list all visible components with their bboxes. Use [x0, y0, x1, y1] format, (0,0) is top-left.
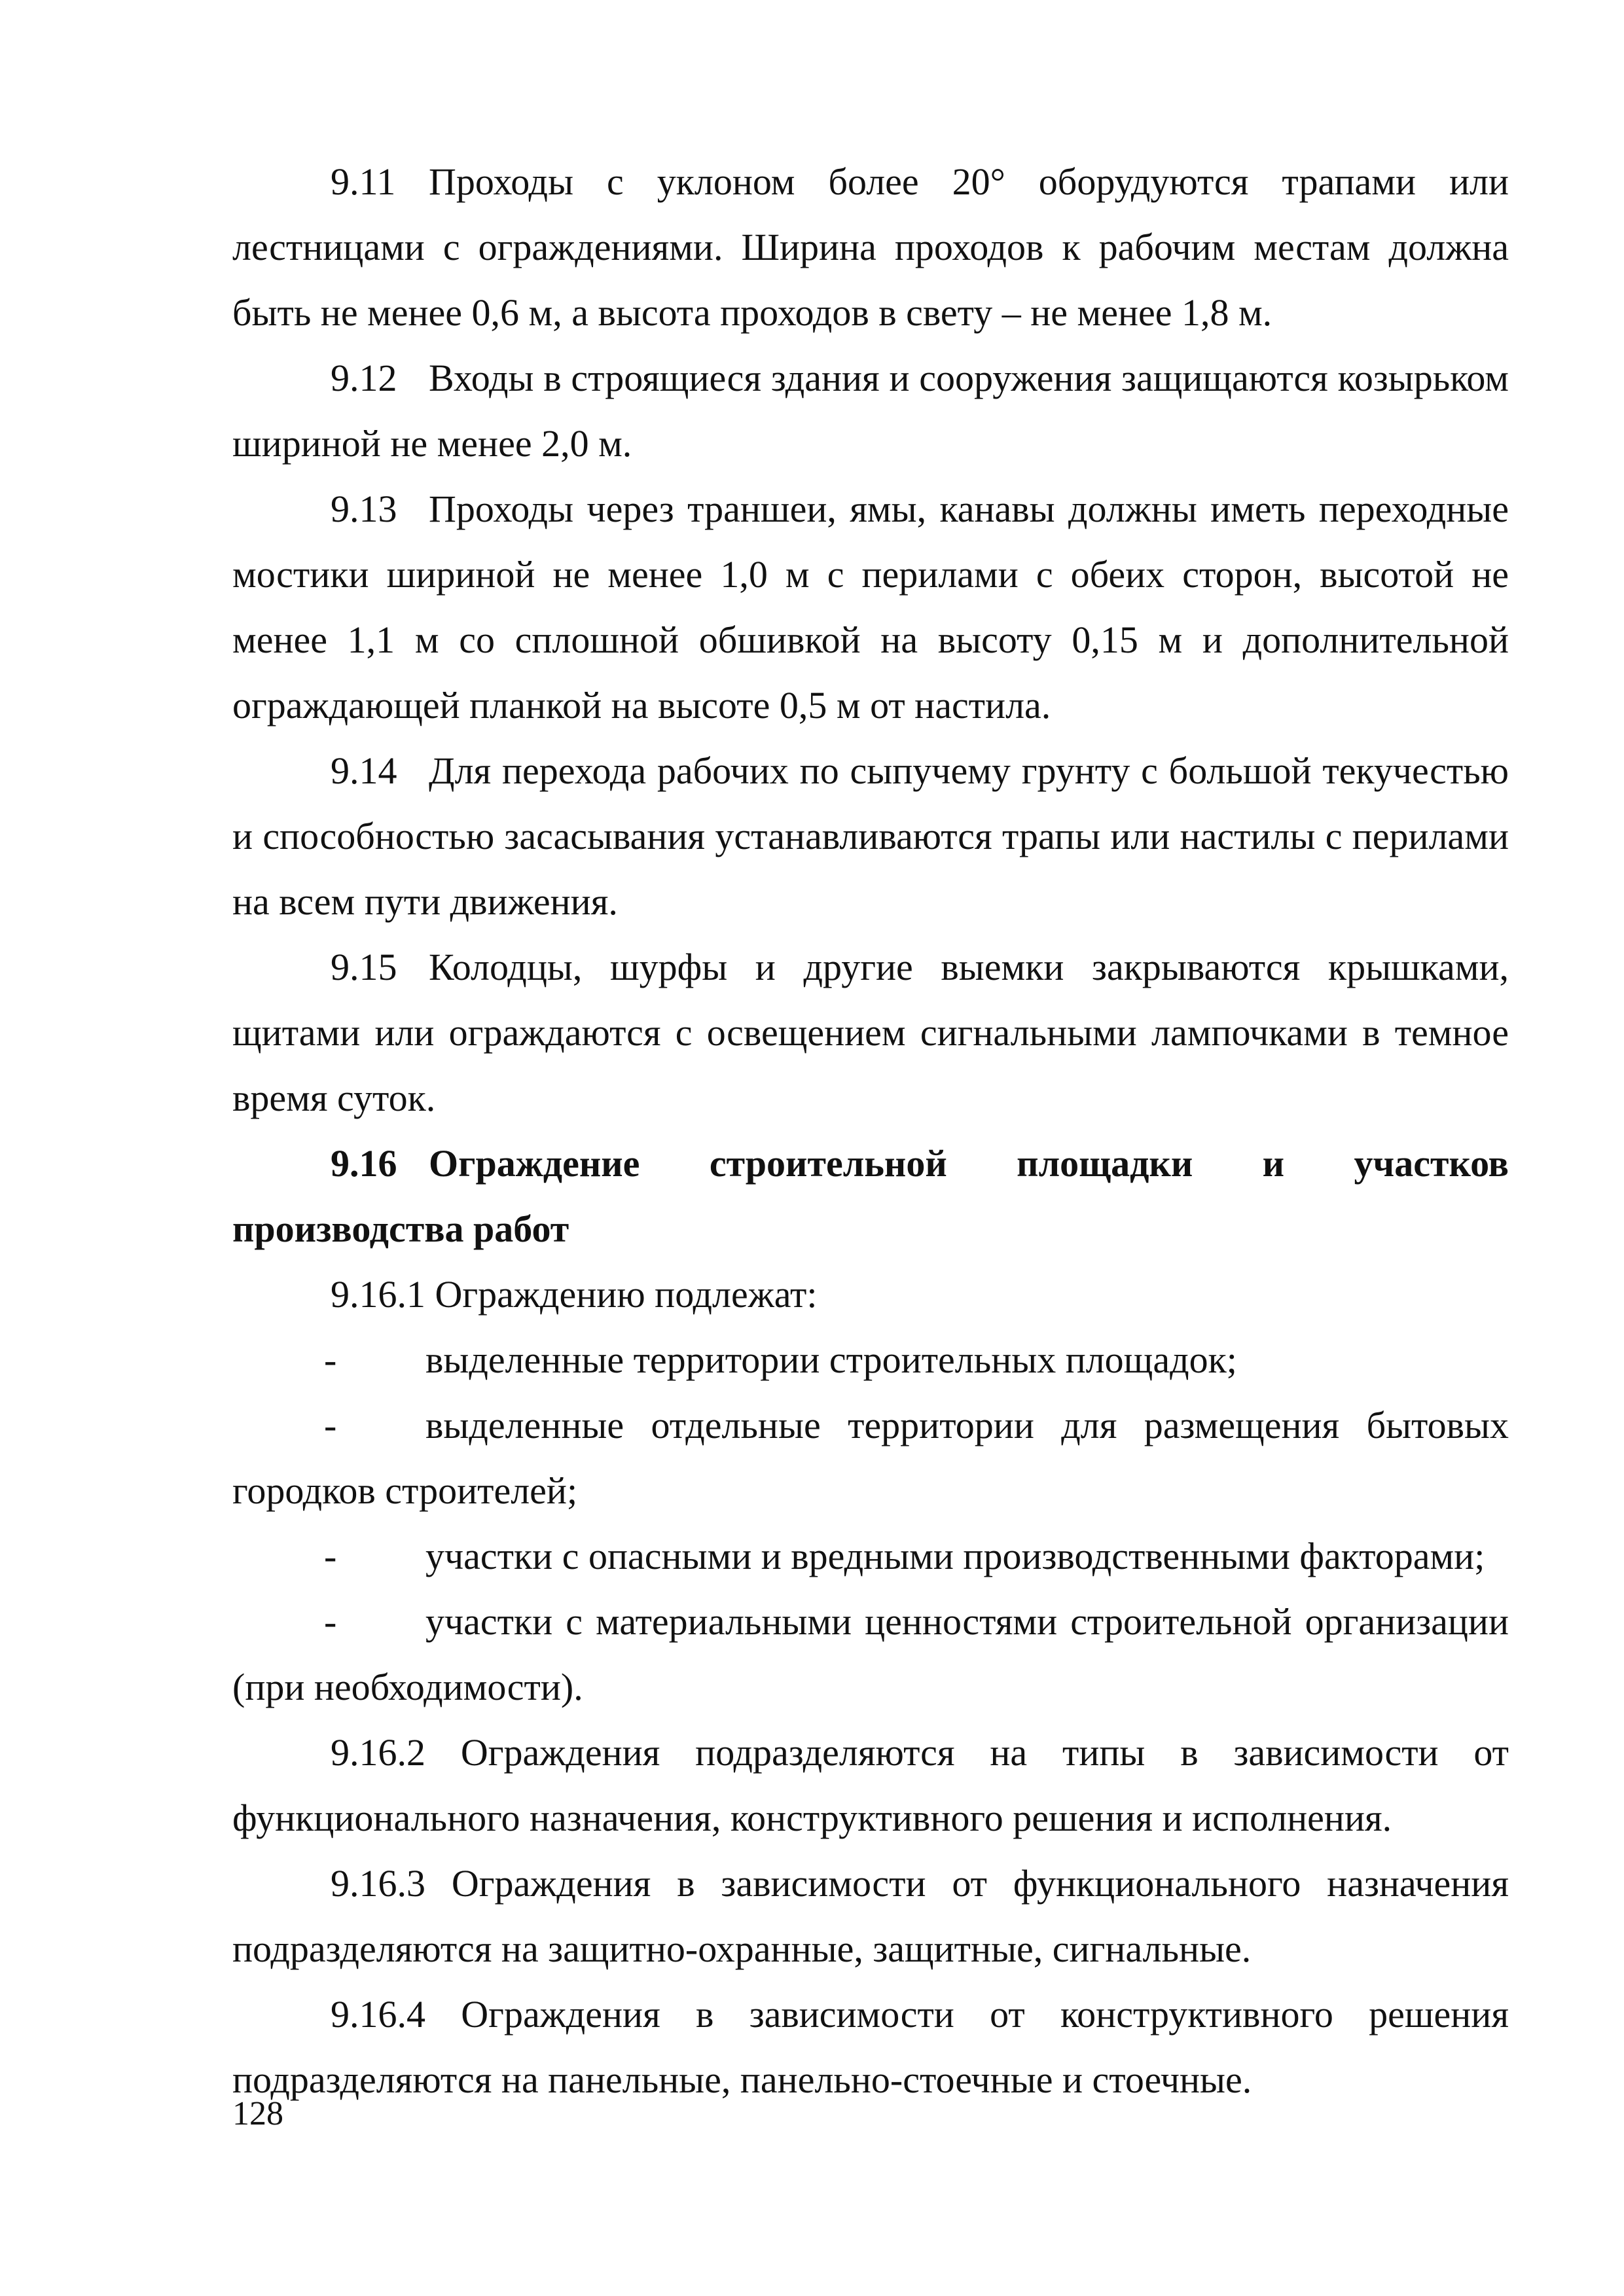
list-item — [232, 1589, 1509, 1720]
paragraph-9-13 — [232, 476, 1509, 738]
page-number: 128 — [232, 2095, 283, 2132]
paragraph-9-12 — [232, 346, 1509, 476]
list-dash: - — [324, 1338, 337, 1381]
list-item — [232, 1524, 1509, 1589]
list-dash: - — [324, 1404, 337, 1446]
list-item-text: выделенные территории строительных площадок; — [425, 1338, 1237, 1381]
clause-number: 9.14 — [331, 749, 397, 792]
document-body — [232, 149, 1509, 2113]
list-item — [232, 1393, 1509, 1524]
section-heading-9-16 — [232, 1131, 1509, 1262]
list-item — [232, 1327, 1509, 1393]
paragraph-9-14 — [232, 738, 1509, 935]
paragraph-9-16-1: 9.16.1 Ограждению подлежат: — [331, 1273, 818, 1316]
clause-text: Входы в строящиеся здания и сооружения защищаются козырьком шириной не менее 2,0 м. — [232, 357, 1509, 465]
list-item-text: участки с материальными ценностями строительной организации (при необходимости). — [232, 1600, 1509, 1708]
paragraph-9-16-4: 9.16.4 Ограждения в зависимости от конструктивного решения подразделяются на панельные, панельно-стоечные и стоечные. — [232, 1993, 1509, 2101]
clause-text: Колодцы, шурфы и другие выемки закрываются крышками, щитами или ограждаются с освещением сигнальными лампочками в темное время суток. — [232, 946, 1509, 1119]
clause-text: Для перехода рабочих по сыпучему грунту с большой текучестью и способностью засасывания устанавливаются трапы или настилы с перилами на всем пути движения. — [232, 749, 1509, 923]
list-item-text: выделенные отдельные территории для размещения бытовых городков строителей; — [232, 1404, 1509, 1512]
paragraph-9-16-3: 9.16.3 Ограждения в зависимости от функционального назначения подразделяются на защитно-охранные, защитные, сигнальные. — [232, 1862, 1509, 1970]
clause-number: 9.11 — [331, 160, 396, 203]
section-number: 9.16 — [331, 1142, 397, 1185]
paragraph-9-15 — [232, 935, 1509, 1131]
clause-text: Проходы с уклоном более 20° оборудуются трапами или лестницами с ограждениями. Ширина проходов к рабочим местам должна быть не менее 0,6 м, а высота проходов в свету – не менее 1,8 м. — [232, 160, 1509, 334]
paragraph-9-16-2: 9.16.2 Ограждения подразделяются на типы в зависимости от функционального назначения, конструктивного решения и исполнения. — [232, 1731, 1509, 1839]
section-title: Ограждение строительной площадки и участков производства работ — [232, 1142, 1509, 1250]
clause-number: 9.12 — [331, 357, 397, 399]
paragraph-9-11 — [232, 149, 1509, 346]
list-dash: - — [324, 1600, 337, 1643]
list-item-text: участки с опасными и вредными производственными факторами; — [425, 1535, 1485, 1577]
clause-text: Проходы через траншеи, ямы, канавы должны иметь переходные мостики шириной не менее 1,0 м с перилами с обеих сторон, высотой не менее 1,1 м со сплошной обшивкой на высоту 0,15 м и дополнительной ограждающей планкой на высоте 0,5 м от настила. — [232, 488, 1509, 726]
clause-number: 9.15 — [331, 946, 397, 988]
list-dash: - — [324, 1535, 337, 1577]
clause-number: 9.13 — [331, 488, 397, 530]
